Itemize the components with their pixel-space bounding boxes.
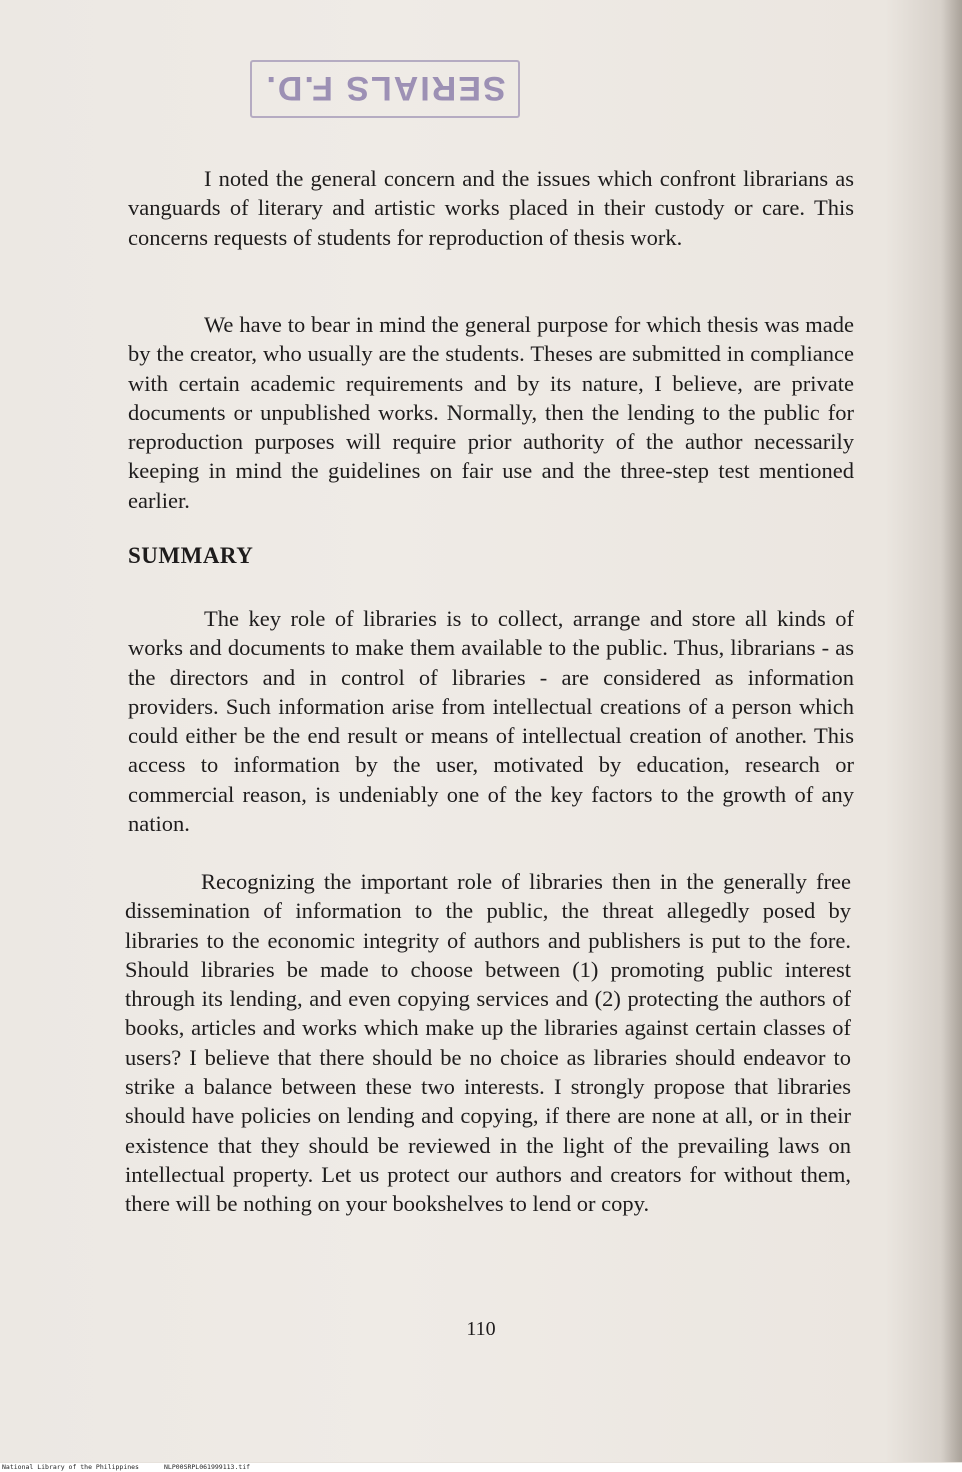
footer-filename: NLP00SRPL061999113.tif (164, 1463, 251, 1471)
paragraph-text: Recognizing the important role of libraries then in the generally free dissemination of information to the public, the threat allegedly posed by libraries to the economic integrity of authors and publishers is put to the fore. Should libraries be made to choose between (1) promoting public interest through its lending, and even copying services and (2) protecting the authors of books, articles and works which make up the libraries against certain classes of users? I believe that there should be no choice as libraries should endeavor to strike a balance between these two interests. I strongly propose that libraries should have policies on lending and copying, if there are none at all, or in their existence that they should be reviewed in the light of the prevailing laws on intellectual property. Let us protect our authors and creators for without them, there will be nothing on your bookshelves to lend or copy. (125, 869, 851, 1217)
serials-stamp (250, 60, 520, 118)
page-number: 110 (466, 1318, 496, 1340)
paragraph-key-role (128, 604, 854, 838)
paragraph-text: We have to bear in mind the general purpose for which thesis was made by the creator, who usually are the students. Theses are submitted in compliance with certain academic requirements and by its nature, I believe, are private documents or unpublished works. Normally, then the lending to the public for reproduction purposes will require prior authority of the author necessarily keeping in mind the guidelines on fair use and the three-step test mentioned earlier. (128, 312, 854, 513)
paragraph-text: I noted the general concern and the issues which confront librarians as vanguards of literary and artistic works placed in their custody or care. This concerns requests of students for reproduction of thesis work. (128, 166, 854, 250)
paragraph-thesis-purpose (128, 310, 854, 515)
footer-source: National Library of the Philippines (2, 1463, 139, 1471)
paragraph-text: The key role of libraries is to collect, arrange and store all kinds of works and documents to make them available to the public. Thus, librarians - as the directors and in control of libraries - are considered as information providers. Such information arise from intellectual creations of a person which could either be the end result or means of intellectual creation of another. This access to information by the user, motivated by education, research or commercial reason, is undeniably one of the key factors to the growth of any nation. (128, 606, 854, 837)
paragraph-recognizing (125, 867, 851, 1219)
page-edge-shadow (940, 0, 962, 1462)
scan-footer (0, 1463, 962, 1472)
paragraph-concern (128, 164, 854, 252)
stamp-text: SERIALS F.D. (264, 69, 506, 107)
section-heading-summary: SUMMARY (128, 543, 254, 568)
